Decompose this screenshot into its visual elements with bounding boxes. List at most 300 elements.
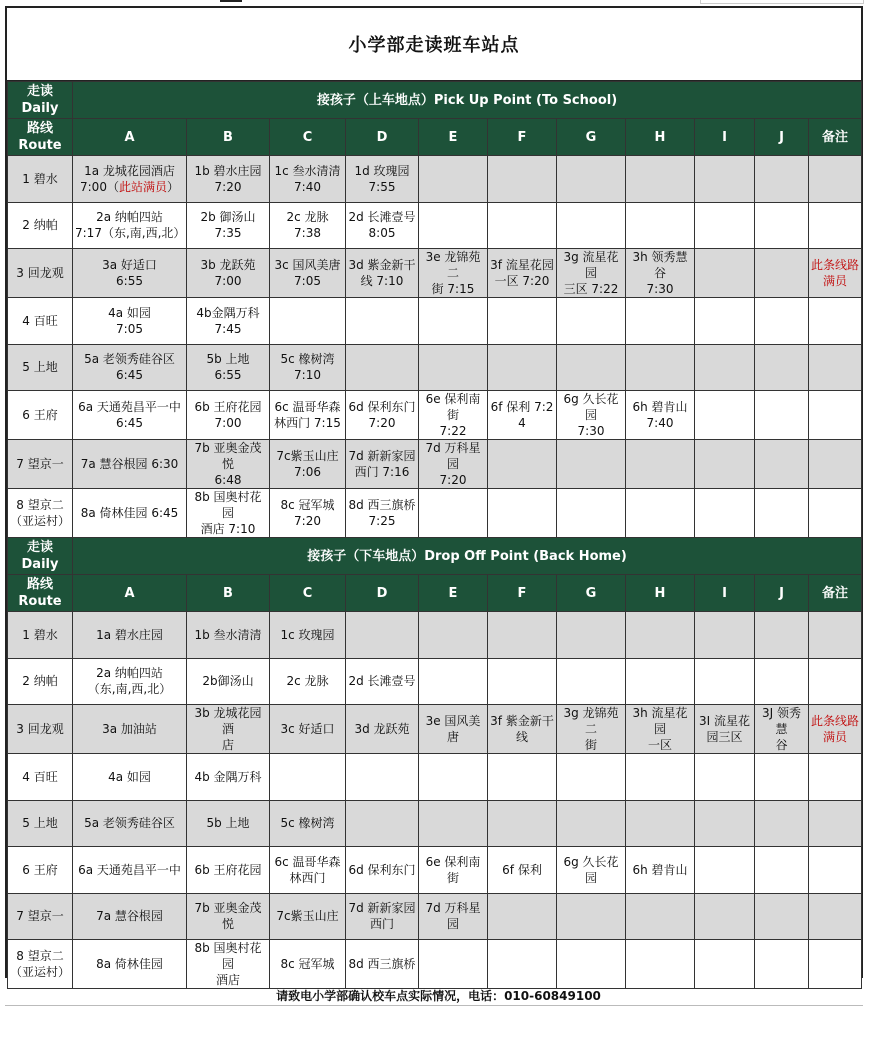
stop-cell-i xyxy=(695,893,755,940)
stop-line: 7:40 xyxy=(646,416,674,430)
stop-line: 8c 冠军城 xyxy=(280,957,335,971)
stop-line: 7d 新新家园 xyxy=(348,901,416,916)
stop-cell-e xyxy=(419,344,488,391)
stop-cell-b xyxy=(187,249,270,298)
column-header-f: F xyxy=(488,119,557,156)
stop-cell-a xyxy=(73,156,187,203)
stop-cell-e xyxy=(419,249,488,298)
dropoff-column-header-row xyxy=(8,575,862,612)
route-en: Route xyxy=(18,594,62,609)
stop-cell-f xyxy=(488,658,557,705)
stop-cell-e xyxy=(419,489,488,538)
stop-cell-f xyxy=(488,440,557,489)
stop-cell-c xyxy=(270,344,346,391)
stop-cell-g xyxy=(557,391,626,440)
stop-line: 6:55 xyxy=(116,274,143,288)
stop-line: 6f 保利 7:24 xyxy=(490,400,554,430)
route-name-line: 3 回龙观 xyxy=(16,266,64,280)
stop-line: 8:05 xyxy=(368,226,396,241)
stop-cell-h xyxy=(626,754,695,801)
stop-cell-d xyxy=(346,202,419,249)
stop-line: 1b 叁水清清 xyxy=(194,627,262,642)
stop-cell-a xyxy=(73,344,187,391)
stop-cell-b xyxy=(187,658,270,705)
stop-line: 店 xyxy=(221,738,234,752)
stop-cell-g xyxy=(557,344,626,391)
dropoff-route-row xyxy=(8,612,862,659)
column-header-g: G xyxy=(557,575,626,612)
route-name-line: 3 回龙观 xyxy=(16,722,64,736)
stop-line: 2c 龙脉 xyxy=(286,674,329,689)
dropoff-route-row xyxy=(8,705,862,754)
stop-line: 2d 长滩壹号 xyxy=(348,674,416,689)
stop-cell-c xyxy=(270,202,346,249)
stop-cell-b xyxy=(187,344,270,391)
stop-cell-a xyxy=(73,391,187,440)
stop-cell-f xyxy=(488,940,557,989)
stop-cell-f xyxy=(488,298,557,345)
stop-cell-b xyxy=(187,705,270,754)
stop-cell-c xyxy=(270,440,346,489)
route-name xyxy=(8,658,73,705)
stop-cell-j xyxy=(755,156,809,203)
column-header-e: E xyxy=(419,575,488,612)
stop-line: 7a 慧谷根园 xyxy=(96,909,163,924)
schedule-table xyxy=(7,81,862,989)
stop-cell-h xyxy=(626,705,695,754)
daily-label xyxy=(8,538,73,575)
remark-cell xyxy=(809,249,862,298)
stop-cell-i xyxy=(695,440,755,489)
stop-line: 6e 保利南街 xyxy=(425,392,481,422)
pickup-section-title: 接孩子（上车地点）Pick Up Point (To School) xyxy=(73,82,862,119)
stop-cell-a xyxy=(73,754,187,801)
stop-line: 4a 如园 xyxy=(108,769,151,784)
stop-cell-c xyxy=(270,612,346,659)
full-notice: 此站满员 xyxy=(118,179,167,194)
pickup-route-row xyxy=(8,202,862,249)
stop-cell-b xyxy=(187,440,270,489)
remark-cell xyxy=(809,344,862,391)
stop-cell-a xyxy=(73,202,187,249)
stop-cell-e xyxy=(419,298,488,345)
route-name-line: 1 碧水 xyxy=(22,171,58,186)
stop-line: 6d 保利东门 xyxy=(348,862,416,877)
stop-line: 3g 龙锦苑二 xyxy=(563,706,619,736)
stop-cell-f xyxy=(488,391,557,440)
footer-note: 请致电小学部确认校车点实际情况，电话：010-60849100 xyxy=(276,989,601,1003)
stop-line: 1d 玫瑰园 xyxy=(354,163,410,178)
stop-cell-c xyxy=(270,754,346,801)
pickup-column-header-row xyxy=(8,119,862,156)
stop-cell-d xyxy=(346,156,419,203)
stop-cell-e xyxy=(419,658,488,705)
route-name-line: 1 碧水 xyxy=(22,627,58,642)
stop-cell-e xyxy=(419,612,488,659)
remark-cell xyxy=(809,847,862,894)
daily-en: Daily xyxy=(21,557,59,572)
column-header-b: B xyxy=(187,119,270,156)
stop-line: 6:45 xyxy=(116,368,143,383)
stop-line: 7:10 xyxy=(294,368,321,383)
remark-cell xyxy=(809,658,862,705)
pickup-route-row xyxy=(8,440,862,489)
stop-line: 6c 温哥华森 xyxy=(274,400,341,414)
stop-cell-j xyxy=(755,298,809,345)
column-header-h: H xyxy=(626,575,695,612)
stop-cell-b xyxy=(187,156,270,203)
stop-cell-a xyxy=(73,489,187,538)
stop-cell-h xyxy=(626,940,695,989)
stop-line: 2b 御汤山 xyxy=(200,210,256,225)
stop-cell-f xyxy=(488,754,557,801)
pickup-route-row xyxy=(8,391,862,440)
stop-line: 3g 流星花园 xyxy=(563,250,619,280)
stop-cell-f xyxy=(488,489,557,538)
stop-line: 7:05 xyxy=(294,274,321,288)
stop-line: 4a 如园 xyxy=(108,305,151,320)
stop-cell-i xyxy=(695,391,755,440)
stop-cell-b xyxy=(187,391,270,440)
stop-line: 2d 长滩壹号 xyxy=(348,210,416,225)
route-name-line: 7 望京一 xyxy=(16,457,64,471)
stop-cell-g xyxy=(557,940,626,989)
stop-line: 6b 王府花园 xyxy=(194,400,262,414)
stop-cell-e xyxy=(419,940,488,989)
stop-cell-i xyxy=(695,847,755,894)
column-header-a: A xyxy=(73,119,187,156)
route-name-line: 5 上地 xyxy=(22,816,58,831)
stop-cell-c xyxy=(270,249,346,298)
stop-line: 5a 老领秀硅谷区 xyxy=(84,352,175,367)
stop-cell-d xyxy=(346,249,419,298)
route-name-line: 2 纳帕 xyxy=(22,674,58,689)
stop-cell-c xyxy=(270,156,346,203)
route-label xyxy=(8,119,73,156)
stop-cell-h xyxy=(626,658,695,705)
stop-line: 7b 亚奥金茂悦 xyxy=(194,901,262,932)
stop-line: 6:48 xyxy=(214,473,242,487)
stop-cell-a xyxy=(73,298,187,345)
stop-line: 5c 橡树湾 xyxy=(280,352,335,367)
stop-cell-g xyxy=(557,612,626,659)
stop-cell-f xyxy=(488,847,557,894)
remark-cell xyxy=(809,754,862,801)
stop-line: 3f 紫金新干 xyxy=(490,714,554,728)
stop-line: 谷 xyxy=(775,738,788,752)
page-title: 小学部走读班车站点 xyxy=(7,8,861,81)
stop-cell-g xyxy=(557,705,626,754)
column-header-j: J xyxy=(755,119,809,156)
route-name xyxy=(8,391,73,440)
top-edge-mark xyxy=(220,0,242,2)
stop-cell-i xyxy=(695,658,755,705)
stop-cell-h xyxy=(626,156,695,203)
stop-cell-e xyxy=(419,156,488,203)
stop-cell-e xyxy=(419,202,488,249)
column-header-c: C xyxy=(270,119,346,156)
stop-cell-g xyxy=(557,440,626,489)
stop-line: 7:20 xyxy=(368,416,396,430)
stop-line: 8a 倚林佳园 xyxy=(96,957,163,971)
stop-line: 2a 纳帕四站 xyxy=(96,666,163,681)
route-name-line: 5 上地 xyxy=(22,360,58,375)
stop-cell-e xyxy=(419,391,488,440)
route-name-line: （亚运村） xyxy=(10,514,71,528)
stop-cell-g xyxy=(557,658,626,705)
column-header-remark: 备注 xyxy=(809,119,862,156)
stop-cell-i xyxy=(695,156,755,203)
remark-line: 此条线路 xyxy=(811,258,860,272)
route-name-line: 2 纳帕 xyxy=(22,218,58,233)
stop-line: 8b 国奥村花园 xyxy=(194,490,262,520)
remark-cell xyxy=(809,893,862,940)
stop-cell-d xyxy=(346,298,419,345)
stop-cell-h xyxy=(626,202,695,249)
stop-cell-d xyxy=(346,612,419,659)
stop-line: 3b 龙城花园酒 xyxy=(194,706,262,736)
schedule-sheet xyxy=(5,6,863,987)
stop-line: 线 xyxy=(515,730,528,744)
stop-line: 6g 久长花园 xyxy=(563,854,619,885)
footer-divider xyxy=(5,1005,863,1006)
stop-line: 7:00 xyxy=(214,416,242,430)
stop-cell-f xyxy=(488,612,557,659)
stop-line: 7:22 xyxy=(439,424,467,438)
stop-line: 3c 好适口 xyxy=(280,722,335,736)
stop-line: 7:05 xyxy=(116,321,143,336)
stop-cell-h xyxy=(626,847,695,894)
stop-line: 7:00 xyxy=(214,274,242,288)
stop-line: 7:06 xyxy=(294,465,321,479)
stop-line: 3I 流星花 xyxy=(699,714,750,728)
column-header-b: B xyxy=(187,575,270,612)
stop-cell-b xyxy=(187,489,270,538)
stop-cell-i xyxy=(695,344,755,391)
stop-cell-h xyxy=(626,249,695,298)
stop-cell-e xyxy=(419,440,488,489)
stop-cell-h xyxy=(626,489,695,538)
stop-line: 7c紫玉山庄 xyxy=(276,449,339,463)
route-name xyxy=(8,705,73,754)
route-name xyxy=(8,249,73,298)
stop-cell-e xyxy=(419,705,488,754)
stop-line: 西门 7:16 xyxy=(354,465,410,479)
stop-line: 6g 久长花园 xyxy=(563,392,619,422)
stop-line: 7:20 xyxy=(294,514,321,528)
stop-line: 3a 加油站 xyxy=(102,722,157,736)
stop-cell-f xyxy=(488,202,557,249)
stop-line: 5b 上地 xyxy=(206,352,250,367)
stop-line: 3c 国风美唐 xyxy=(274,258,341,272)
stop-line: 5a 老领秀硅谷区 xyxy=(84,816,175,831)
route-name xyxy=(8,156,73,203)
route-name xyxy=(8,893,73,940)
route-name-line: 6 王府 xyxy=(22,408,58,422)
stop-line: 3d 龙跃苑 xyxy=(354,722,410,736)
stop-cell-a xyxy=(73,249,187,298)
stop-cell-a xyxy=(73,800,187,847)
stop-line: 2c 龙脉 xyxy=(286,210,329,225)
stop-cell-c xyxy=(270,847,346,894)
stop-cell-h xyxy=(626,612,695,659)
stop-cell-i xyxy=(695,612,755,659)
column-header-c: C xyxy=(270,575,346,612)
stop-cell-a xyxy=(73,847,187,894)
stop-line: 3b 龙跃苑 xyxy=(200,258,256,272)
stop-line: 3e 龙锦苑二 xyxy=(425,250,481,280)
stop-cell-c xyxy=(270,800,346,847)
remark-line: 此条线路 xyxy=(811,714,860,728)
stop-cell-a xyxy=(73,612,187,659)
stop-cell-f xyxy=(488,156,557,203)
stop-cell-j xyxy=(755,391,809,440)
stop-cell-j xyxy=(755,249,809,298)
stop-line: 6:45 xyxy=(116,416,143,430)
stop-cell-j xyxy=(755,847,809,894)
pickup-route-row xyxy=(8,489,862,538)
route-name xyxy=(8,940,73,989)
stop-line: 7:38 xyxy=(294,226,321,241)
stop-cell-j xyxy=(755,344,809,391)
stop-line: 3e 国风美唐 xyxy=(425,714,481,744)
stop-line: 7d 万科星园 xyxy=(425,901,481,932)
route-name xyxy=(8,800,73,847)
stop-cell-f xyxy=(488,893,557,940)
stop-cell-f xyxy=(488,344,557,391)
dropoff-route-row xyxy=(8,940,862,989)
stop-line: 1c 叁水清清 xyxy=(274,163,341,178)
stop-line: 3d 紫金新干 xyxy=(348,258,416,272)
stop-line: 8a 倚林佳园 6:45 xyxy=(80,506,179,520)
remark-line: 满员 xyxy=(823,274,848,288)
stop-cell-h xyxy=(626,344,695,391)
stop-cell-i xyxy=(695,940,755,989)
stop-line: 1c 玫瑰园 xyxy=(280,627,335,642)
route-name-line: 8 望京二 xyxy=(16,949,64,963)
stop-time: 7:00（ xyxy=(80,179,119,194)
stop-cell-c xyxy=(270,298,346,345)
stop-cell-d xyxy=(346,705,419,754)
dropoff-route-row xyxy=(8,658,862,705)
stop-line: 7:35 xyxy=(214,226,242,241)
stop-line: 7:40 xyxy=(294,179,321,194)
route-name-line: 8 望京二 xyxy=(16,498,64,512)
dropoff-route-row xyxy=(8,754,862,801)
stop-cell-d xyxy=(346,391,419,440)
dropoff-section-title: 接孩子（下车地点）Drop Off Point (Back Home) xyxy=(73,538,862,575)
dropoff-header-row xyxy=(8,538,862,575)
stop-line: 6a 天通苑昌平一中 xyxy=(78,400,181,414)
daily-cn: 走读 xyxy=(26,540,53,555)
daily-en: Daily xyxy=(21,101,59,116)
column-header-i: I xyxy=(695,575,755,612)
column-header-i: I xyxy=(695,119,755,156)
stop-cell-g xyxy=(557,754,626,801)
stop-cell-i xyxy=(695,800,755,847)
stop-cell-g xyxy=(557,298,626,345)
top-edge-cells xyxy=(700,0,864,4)
stop-line: 3h 流星花园 xyxy=(632,706,688,736)
stop-cell-i xyxy=(695,298,755,345)
stop-line: 1b 碧水庄园 xyxy=(194,163,262,178)
stop-line: 7d 万科星园 xyxy=(425,441,481,471)
stop-cell-c xyxy=(270,489,346,538)
stop-cell-b xyxy=(187,800,270,847)
stop-cell-c xyxy=(270,391,346,440)
stop-line: 7:30 xyxy=(646,282,674,296)
stop-line: 7:20 xyxy=(214,179,242,194)
stop-line: 林西门 7:15 xyxy=(274,416,341,430)
stop-cell-e xyxy=(419,800,488,847)
remark-cell xyxy=(809,202,862,249)
column-header-d: D xyxy=(346,575,419,612)
stop-line: 7:20 xyxy=(439,473,467,487)
daily-cn: 走读 xyxy=(26,84,53,99)
route-name xyxy=(8,202,73,249)
stop-line: 3h 领秀慧谷 xyxy=(632,250,688,280)
stop-line: 7:45 xyxy=(214,321,242,336)
stop-cell-b xyxy=(187,940,270,989)
stop-cell-h xyxy=(626,391,695,440)
stop-line: 6d 保利东门 xyxy=(348,400,416,414)
stop-line: 4b 金隅万科 xyxy=(194,769,262,784)
stop-cell-g xyxy=(557,847,626,894)
stop-cell-d xyxy=(346,940,419,989)
pickup-header-row xyxy=(8,82,862,119)
route-name xyxy=(8,754,73,801)
stop-cell-f xyxy=(488,249,557,298)
stop-line: 7d 新新家园 xyxy=(348,449,416,463)
stop-line: 林西门 xyxy=(289,870,326,885)
stop-line: 1a 龙城花园酒店 xyxy=(84,163,175,178)
stop-line: 3a 好适口 xyxy=(102,258,157,272)
stop-cell-i xyxy=(695,489,755,538)
stop-cell-e xyxy=(419,754,488,801)
route-cn: 路线 xyxy=(26,121,53,136)
stop-time-close: ） xyxy=(166,179,179,194)
stop-cell-d xyxy=(346,440,419,489)
stop-cell-j xyxy=(755,940,809,989)
stop-cell-j xyxy=(755,800,809,847)
stop-cell-g xyxy=(557,249,626,298)
stop-line: 3f 流星花园 xyxy=(490,258,554,272)
route-cn: 路线 xyxy=(26,577,53,592)
daily-label xyxy=(8,82,73,119)
route-name xyxy=(8,298,73,345)
stop-cell-a xyxy=(73,658,187,705)
stop-line: 6h 碧肯山 xyxy=(632,862,688,877)
stop-cell-d xyxy=(346,344,419,391)
remark-cell xyxy=(809,156,862,203)
stop-cell-j xyxy=(755,754,809,801)
pickup-route-row xyxy=(8,156,862,203)
column-header-e: E xyxy=(419,119,488,156)
stop-line: 6a 天通苑昌平一中 xyxy=(78,862,181,877)
route-name xyxy=(8,847,73,894)
stop-line: 6h 碧肯山 xyxy=(632,400,688,414)
stop-cell-j xyxy=(755,705,809,754)
route-en: Route xyxy=(18,138,62,153)
stop-cell-i xyxy=(695,249,755,298)
stop-line: 5b 上地 xyxy=(206,816,250,831)
stop-line: 6b 王府花园 xyxy=(194,862,262,877)
stop-line: 6e 保利南街 xyxy=(425,854,481,885)
stop-cell-j xyxy=(755,893,809,940)
stop-cell-h xyxy=(626,440,695,489)
stop-line: 7:17（东,南,西,北） xyxy=(75,226,186,241)
column-header-j: J xyxy=(755,575,809,612)
